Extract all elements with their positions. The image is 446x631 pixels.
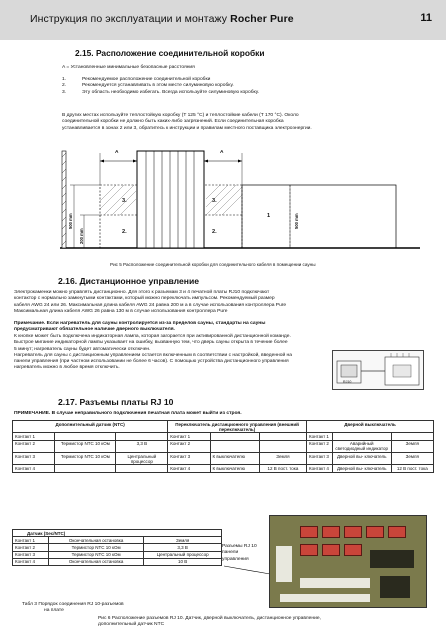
- list-number: 3.: [62, 89, 67, 95]
- cell: [55, 465, 116, 472]
- cell: Земля: [391, 440, 433, 452]
- dim-500-left: 500 mm: [68, 213, 73, 229]
- board-label-line: управления: [222, 556, 249, 562]
- cell: Термистор NTC 10 кОм: [55, 440, 116, 452]
- section-216-note: [14, 321, 439, 334]
- cell: Контакт 1: [306, 433, 332, 440]
- junction-box-diagram: [60, 143, 420, 259]
- terminal-block: [276, 546, 292, 582]
- page-header: [0, 0, 446, 40]
- page-number: 11: [420, 12, 432, 24]
- relay-icon: [322, 526, 340, 538]
- board-label-line: панели: [222, 550, 239, 556]
- list-number: 2.: [62, 83, 67, 89]
- paragraph-line: панели управления (при частном использовании не более 6 часов). С помощью устройства дистанционного управления: [14, 359, 289, 365]
- paragraph-line: 5 минут; нагреватель сауны будет автоматически отключен.: [14, 346, 151, 352]
- table-row: [13, 537, 222, 544]
- header-title: [30, 13, 294, 25]
- table-row: [13, 544, 222, 551]
- table-row: [13, 558, 222, 565]
- cell: Контакт 2: [13, 544, 49, 551]
- relay-icon: [322, 544, 340, 556]
- zone-3-left: 3.: [122, 198, 127, 204]
- cell: Центральный процессор: [116, 453, 168, 465]
- rj10-connector-svg: [333, 351, 425, 391]
- list-number: 1.: [62, 77, 67, 82]
- cell: Окончательная остановка: [48, 537, 144, 544]
- rj10-connector-image: [332, 350, 424, 390]
- relay-icon: [388, 526, 406, 538]
- cell: [210, 440, 259, 452]
- relay-icon: [300, 544, 318, 556]
- dim-a-right: A: [220, 150, 224, 155]
- header-ntc: Дополнительный датчик (NTC): [13, 421, 168, 433]
- paragraph-line: Максимальная длина кабеля AWG 26 равна 130 м в случае использования контроллера Pure: [14, 308, 228, 314]
- section-215-heading: 2.15. Расположение соединительной коробки: [75, 48, 265, 58]
- relay-icon: [366, 526, 384, 538]
- paragraph-line: В других местах используйте теплостойкую коробку (T 125 °C) и теплостойкие кабели (T 170 °C). Около: [62, 113, 299, 118]
- dim-a-left: A: [115, 150, 119, 155]
- section-216-heading: 2.16. Дистанционное управление: [58, 276, 200, 286]
- list-item: [62, 90, 259, 96]
- component-block: [370, 550, 414, 568]
- section-215-list: [62, 77, 259, 96]
- cell: Дверной вы- ключатель: [332, 453, 391, 465]
- cell: Контакт 2: [168, 440, 210, 452]
- paragraph-line: Нагреватель для сауны с дистанционным управлением остается включенным в соответствии с настройкой, введенной на: [14, 352, 292, 358]
- component-block: [380, 576, 410, 598]
- table-header-row: [13, 530, 222, 537]
- cell: Контакт 2: [306, 440, 332, 452]
- cell: Дверной вы- ключатель: [332, 465, 391, 472]
- section-215-note: A = Установленные минимальные безопасные расстояния: [62, 65, 195, 70]
- zone-2-left: 2.: [122, 229, 127, 235]
- paragraph-line: кабеля AWG 24 или 26. Максимальная длина кабеля AWG 24 равна 200 м а в случае использования контроллера Pure: [14, 302, 287, 308]
- zone-1: 1: [267, 213, 271, 219]
- cell: [259, 440, 306, 452]
- cell: Центральный процессор: [144, 551, 222, 558]
- cell: К выключателю: [210, 465, 259, 472]
- caption-line: на плате: [44, 608, 64, 614]
- cell: [391, 433, 433, 440]
- cell: Контакт 4: [13, 465, 55, 472]
- cell: 10 В: [144, 558, 222, 565]
- cell: Контакт 3: [13, 551, 49, 558]
- relay-icon: [344, 544, 362, 556]
- table-row: [13, 433, 434, 440]
- cell: Аварийный светодиодный индикатор: [332, 440, 391, 452]
- list-text: Рекомендуемое расположение соединительной коробки: [82, 77, 211, 82]
- cell: К выключателю: [210, 453, 259, 465]
- cell: Контакт 4: [168, 465, 210, 472]
- list-text: Эту область необходимо избегать. Всегда используйте силуминовую коробку.: [82, 89, 260, 95]
- connector-table: [12, 420, 434, 473]
- cell: [55, 433, 116, 440]
- cell: Контакт 2: [13, 440, 55, 452]
- paragraph-line: Электрокаменки можно управлять дистанционно. Для этого к разъемам 3 и 4 печатной платы RJ10 подключают: [14, 290, 270, 295]
- board-pointer-line: [222, 564, 272, 576]
- cell: Контакт 4: [306, 465, 332, 472]
- relay-icon: [300, 526, 318, 538]
- figure-6-caption: [98, 616, 321, 629]
- cell: Земля: [391, 453, 433, 465]
- diagram-svg: [60, 143, 420, 259]
- paragraph-line: К кнопке может быть подключена индикаторная лампа, которая загорается при активированной дистанционной команде.: [14, 334, 291, 339]
- cell: Контакт 3: [168, 453, 210, 465]
- sensor-table: [12, 529, 222, 566]
- table-row: [13, 453, 434, 465]
- header-brand: Rocher Pure: [230, 13, 294, 25]
- section-215-paragraph: [62, 113, 442, 132]
- table-row: [13, 551, 222, 558]
- caption-line: дополнительный датчик NTC: [98, 622, 165, 628]
- paragraph-line: контактор с нормально замкнутыми контактами, который можно переключать импульсом. Рекомендуемый размер: [14, 296, 275, 302]
- board-label-line: Разъемы RJ 10: [222, 544, 257, 549]
- paragraph-line: соединительной коробки не должно быть каких-либо загрязнений. Если соединительная коробка: [62, 119, 284, 125]
- paragraph-line: нагреватель можно в любое время отключить.: [14, 365, 120, 371]
- cell: Земля: [144, 537, 222, 544]
- cell: Контакт 1: [13, 537, 49, 544]
- section-216-paragraph2: [14, 334, 344, 372]
- connector-strip: [280, 594, 370, 602]
- note-line: Примечание. Если нагреватель для сауны контролируется из-за пределов сауны, стандарты на сауны: [14, 321, 266, 326]
- cell: [116, 433, 168, 440]
- cell: Термистор NTC 10 кОм: [48, 551, 144, 558]
- paragraph-line: устанавливается в зонах 2 или 3, обратитесь к инструкции и правилам местного поставщика электроэнергии.: [62, 125, 312, 131]
- note-line: предусматривают обязательное наличие дверного выключателя.: [14, 327, 175, 333]
- cell: 3,3 В: [144, 544, 222, 551]
- cell: Контакт 4: [13, 558, 49, 565]
- paragraph-line: Быстрое мигание индикаторной лампы указывает на ошибку, вызванную тем, что дверь сауны открыта в течение более: [14, 340, 288, 346]
- circuit-board-image: [269, 515, 427, 608]
- caption-line: Рис 6 Расположение разъемов RJ 10. Датчик, дверной выключатель, дистанционное управление,: [98, 616, 321, 621]
- cell: Контакт 3: [13, 453, 55, 465]
- connector-strip: [300, 578, 370, 588]
- table-row: [13, 440, 434, 452]
- cell: [259, 433, 306, 440]
- relay-icon: [344, 526, 362, 538]
- cell: [332, 433, 391, 440]
- sensor-header: Датчик (Sec/NTC): [13, 530, 222, 537]
- header-door: Дверной выключатель: [306, 421, 433, 433]
- table-3-caption: [22, 602, 124, 615]
- table-header-row: [13, 421, 434, 433]
- rj10-label: RJ10: [343, 380, 352, 384]
- dim-200: 200 mm: [79, 228, 84, 244]
- cell: [210, 433, 259, 440]
- figure-5-caption: Рис 5 Расположение соединительной коробки для соединительного кабеля в помещении сауны: [110, 262, 316, 267]
- dim-500-right: 500 mm: [294, 213, 299, 229]
- cell: 12 В пост. тока: [259, 465, 306, 472]
- header-remote: Переключатель дистанционного управления (внешний переключатель): [168, 421, 307, 433]
- section-217-heading: 2.17. Разъемы платы RJ 10: [58, 397, 174, 407]
- cell: Земля: [259, 453, 306, 465]
- section-217-note: ПРИМЕЧАНИЕ. В случае неправильного подключения печатная плата может выйти из строя.: [14, 411, 242, 416]
- cell: 3,3 В: [116, 440, 168, 452]
- cell: Контакт 1: [13, 433, 55, 440]
- cell: Термистор NTC 10 кОм: [48, 544, 144, 551]
- cell: 12 В пост. тока: [391, 465, 433, 472]
- section-216-paragraph: [14, 290, 439, 315]
- cell: [116, 465, 168, 472]
- caption-line: Табл 3 Порядок соединения RJ 10-разъемов: [22, 602, 124, 607]
- table-row: [13, 465, 434, 472]
- zone-3-right: 3.: [212, 198, 217, 204]
- header-title-prefix: Инструкция по эксплуатации и монтажу: [30, 13, 228, 25]
- cell: Контакт 3: [306, 453, 332, 465]
- zone-2-right: 2.: [212, 229, 217, 235]
- cell: Контакт 1: [168, 433, 210, 440]
- cell: Термистор NTC 10 кОм: [55, 453, 116, 465]
- list-text: Рекомендуется устанавливать в этом месте силуминовую коробку.: [82, 83, 234, 89]
- board-label: [222, 544, 257, 563]
- cell: Окончательная остановка: [48, 558, 144, 565]
